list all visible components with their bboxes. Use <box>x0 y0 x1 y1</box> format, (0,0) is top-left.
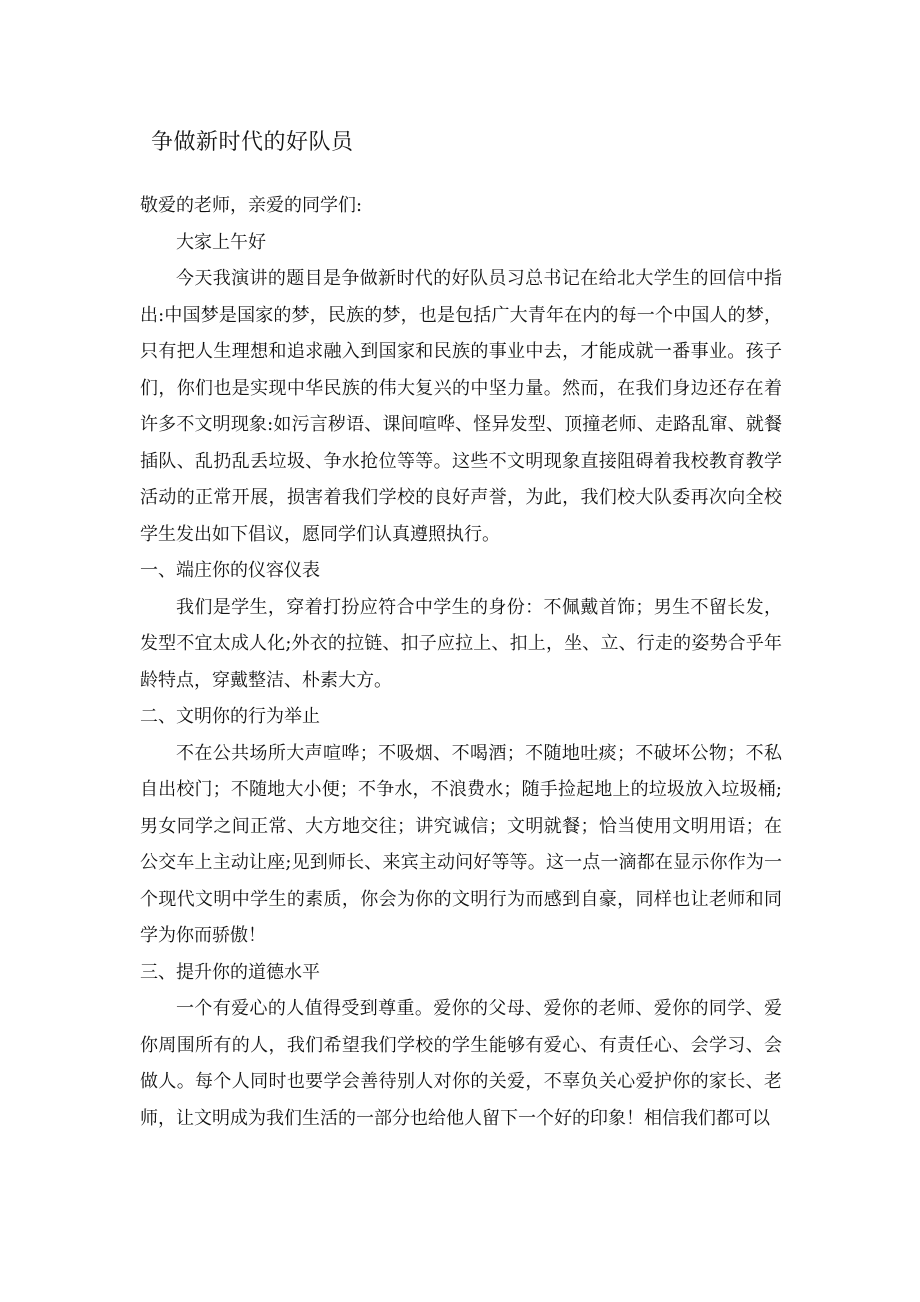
greeting: 大家上午好 <box>176 231 266 253</box>
section-heading: 二、文明你的行为举止 <box>140 706 320 727</box>
document-title: 争做新时代的好队员 <box>151 130 354 155</box>
section-heading: 三、提升你的道德水平 <box>140 961 320 983</box>
section-paragraph: 一个有爱心的人值得受到尊重。爱你的父母、爱你的老师、爱你的同学、爱你周围所有的人，我们希望我们学校的学生能够有爱心、有责任心、会学习、会做人。每个人同时也要学会善待别人对你的关爱，不辜负关心爱护你的家长、老师，让文明成为我们生活的一部分也给他人留下一个好的印象！相信我们都可以 <box>140 998 782 1129</box>
document-body <box>140 188 782 1137</box>
intro-paragraph: 今天我演讲的题目是争做新时代的好队员习总书记在给北大学生的回信中指出:中国梦是国家的梦，民族的梦，也是包括广大青年在内的每一个中国人的梦，只有把人生理想和追求融入到国家和民族的事业中去，才能成就一番事业。孩子们，你们也是实现中华民族的伟大复兴的中坚力量。然而，在我们身边还存在着许多不文明现象:如污言秽语、课间喧哗、怪异发型、顶撞老师、走路乱窜、就餐插队、乱扔乱丢垃圾、争水抢位等等。这些不文明现象直接阻碍着我校教育教学活动的正常开展，损害着我们学校的良好声誉，为此，我们校大队委再次向全校学生发出如下倡议，愿同学们认真遵照执行。 <box>140 268 782 545</box>
section-paragraph: 我们是学生，穿着打扮应符合中学生的身份：不佩戴首饰；男生不留长发，发型不宜太成人化;外衣的拉链、扣子应拉上、扣上，坐、立、行走的姿势合乎年龄特点，穿戴整洁、朴素大方。 <box>140 596 782 691</box>
section-paragraph: 不在公共场所大声喧哗；不吸烟、不喝酒；不随地吐痰；不破坏公物；不私自出校门；不随地大小便；不争水，不浪费水；随手捡起地上的垃圾放入垃圾桶;男女同学之间正常、大方地交往；讲究诚信；文明就餐；恰当使用文明用语；在公交车上主动让座;见到师长、来宾主动问好等等。这一点一滴都在显示你作为一个现代文明中学生的素质，你会为你的文明行为而感到自豪，同样也让老师和同学为你而骄傲！ <box>140 742 782 946</box>
section-heading: 一、端庄你的仪容仪表 <box>140 560 320 581</box>
salutation: 敬爱的老师，亲爱的同学们: <box>140 195 363 216</box>
